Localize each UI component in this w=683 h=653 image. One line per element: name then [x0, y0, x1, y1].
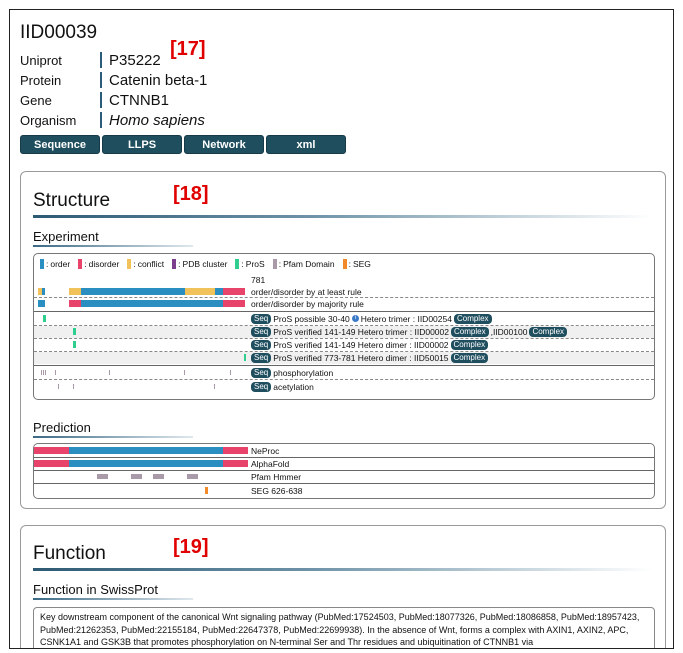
tab-network[interactable]: Network: [184, 135, 264, 154]
uniprot-value[interactable]: P35222: [109, 51, 161, 69]
organism-label: Organism: [20, 112, 77, 128]
gene-row: [20, 90, 169, 110]
legend: [40, 259, 371, 269]
prediction-title-rule: [33, 436, 193, 438]
order-segment: [215, 288, 223, 295]
seq-button[interactable]: Seq: [251, 368, 271, 378]
track-phosphorylation: [34, 367, 654, 379]
row-separator: [34, 311, 654, 312]
ptm-marker: [41, 370, 42, 375]
track-label: Seq phosphorylation: [251, 367, 333, 379]
uniprot-label: Uniprot: [20, 52, 62, 68]
row-separator: [34, 483, 654, 484]
disorder-segment: [223, 288, 245, 295]
info-icon[interactable]: i: [352, 315, 359, 322]
track-majority-rule: [34, 298, 654, 310]
track-label: order/disorder by at least rule: [251, 286, 362, 297]
conflict-segment: [69, 288, 81, 295]
track-label: NeProc: [251, 445, 280, 456]
tab-llps[interactable]: LLPS: [102, 135, 182, 154]
ptm-marker: [184, 370, 185, 375]
track-pros-141-149-dimer: [34, 339, 654, 351]
track-pros-141-149-trimer: [34, 326, 654, 338]
pfam-segment: [131, 474, 142, 479]
tab-bar: [20, 135, 346, 154]
tab-sequence[interactable]: Sequence: [20, 135, 100, 154]
seq-button[interactable]: Seq: [251, 327, 271, 337]
track-label: Seq ProS verified 773-781 Hetero dimer : IID50015 Complex: [251, 352, 488, 364]
prediction-box: [33, 443, 655, 499]
ptm-marker: [109, 370, 110, 375]
uniprot-row: [20, 50, 161, 70]
tab-xml[interactable]: xml: [266, 135, 346, 154]
ptm-marker: [58, 384, 59, 389]
seg-segment: [205, 487, 208, 494]
experiment-title-rule: [33, 245, 193, 247]
pdb-cluster-swatch: [172, 259, 176, 269]
field-divider: [100, 92, 102, 108]
seq-button[interactable]: Seq: [251, 353, 271, 363]
conflict-segment: [185, 288, 215, 295]
track-label: Seq ProS verified 141-149 Hetero dimer : IID00002 Complex: [251, 339, 488, 351]
ptm-marker: [230, 370, 231, 375]
order-segment: [81, 288, 185, 295]
track-label: Seq ProS verified 141-149 Hetero trimer : IID00002 Complex ,IID00100 Complex: [251, 326, 567, 338]
order-segment: [69, 447, 223, 454]
disorder-segment: [223, 447, 248, 454]
ptm-marker: [73, 384, 74, 389]
pros-marker: [73, 328, 76, 335]
ptm-marker: [55, 370, 56, 375]
sequence-length: 781: [251, 275, 266, 285]
track-seg: [34, 485, 654, 496]
function-panel: [20, 525, 666, 649]
complex-button[interactable]: Complex: [451, 353, 489, 363]
legend-conflict: : conflict: [127, 259, 164, 269]
protein-value: Catenin beta-1: [109, 71, 208, 89]
disorder-swatch: [78, 259, 82, 269]
function-text: Key downstream component of the canonical Wnt signaling pathway (PubMed:17524503, PubMed:18077326, PubMed:18086858, PubMed:18957423, PubMed:21262353, PubMed:22155184, PubMed:22647378, PubMed:22699938). In the absence of Wnt, forms a complex with AXIN1, AXIN2, APC, CSNK1A1 and GSK3B that promotes phosphorylation on N-terminal Ser and Thr residues and ubiquitination of CTNNB1 via: [33, 607, 655, 649]
track-neproc: [34, 445, 654, 456]
seg-swatch: [343, 259, 347, 269]
organism-value: Homo sapiens: [109, 111, 205, 129]
order-segment: [42, 288, 45, 295]
protein-label: Protein: [20, 72, 62, 88]
ptm-marker: [45, 370, 46, 375]
organism-row: [20, 110, 205, 130]
page-frame: [9, 9, 674, 649]
prediction-title: Prediction: [33, 420, 91, 435]
legend-pros: : ProS: [235, 259, 264, 269]
protein-row: [20, 70, 207, 90]
pros-marker: [43, 315, 46, 322]
field-divider: [100, 112, 102, 128]
track-at-least-rule: [34, 286, 654, 298]
function-title: Function: [33, 543, 106, 564]
track-alphafold: [34, 458, 654, 469]
legend-disorder: : disorder: [78, 259, 119, 269]
seq-button[interactable]: Seq: [251, 314, 271, 324]
complex-button[interactable]: Complex: [529, 327, 567, 337]
track-label: SEG 626-638: [251, 485, 303, 496]
entry-id: IID00039: [20, 22, 98, 43]
structure-panel: [20, 171, 666, 509]
seq-button[interactable]: Seq: [251, 382, 271, 392]
track-pros-773-781: [34, 352, 654, 364]
annotation-18: [18]: [173, 183, 209, 205]
track-label: Seq acetylation: [251, 381, 314, 393]
annotation-19: [19]: [173, 536, 209, 558]
function-swissprot-rule: [33, 598, 193, 600]
annotation-17: [17]: [170, 38, 206, 60]
seq-button[interactable]: Seq: [251, 340, 271, 350]
conflict-swatch: [127, 259, 131, 269]
track-pros-30-40: [34, 313, 654, 325]
experiment-box: [33, 253, 655, 400]
order-segment: [38, 300, 45, 307]
track-acetylation: [34, 381, 654, 393]
pros-marker: [73, 341, 76, 348]
disorder-segment: [223, 300, 245, 307]
disorder-segment: [223, 460, 248, 467]
pros-swatch: [235, 259, 239, 269]
function-title-rule: [33, 568, 653, 571]
track-label: Seq ProS possible 30-40 i Hetero trimer : IID00254 Complex: [251, 313, 492, 325]
complex-button[interactable]: Complex: [454, 314, 492, 324]
gene-label: Gene: [20, 92, 52, 108]
gene-value: CTNNB1: [109, 91, 170, 109]
experiment-title: Experiment: [33, 229, 99, 244]
pfam-segment: [97, 474, 108, 479]
row-separator: [34, 379, 654, 380]
ptm-marker: [43, 370, 44, 375]
order-swatch: [40, 259, 44, 269]
order-segment: [69, 460, 223, 467]
track-label: Pfam Hmmer: [251, 471, 302, 482]
legend-seg: : SEG: [343, 259, 371, 269]
track-label: AlphaFold: [251, 458, 290, 469]
legend-order: : order: [40, 259, 70, 269]
row-separator: [34, 365, 654, 366]
pfam-segment: [153, 474, 164, 479]
ptm-marker: [214, 384, 215, 389]
legend-pdb-cluster: : PDB cluster: [172, 259, 227, 269]
disorder-segment: [34, 460, 69, 467]
complex-button[interactable]: Complex: [451, 340, 489, 350]
pros-marker: [244, 354, 246, 361]
track-pfam-hmmer: [34, 471, 654, 482]
complex-button[interactable]: Complex: [451, 327, 489, 337]
structure-title: Structure: [33, 190, 111, 211]
structure-title-rule: [33, 215, 653, 218]
function-swissprot-title: Function in SwissProt: [33, 582, 158, 597]
pfam-segment: [187, 474, 198, 479]
order-segment: [81, 300, 223, 307]
field-divider: [100, 72, 102, 88]
disorder-segment: [34, 447, 69, 454]
field-divider: [100, 52, 102, 68]
legend-pfam: : Pfam Domain: [273, 259, 335, 269]
track-label: order/disorder by majority rule: [251, 298, 364, 309]
disorder-segment: [69, 300, 81, 307]
pfam-swatch: [273, 259, 277, 269]
